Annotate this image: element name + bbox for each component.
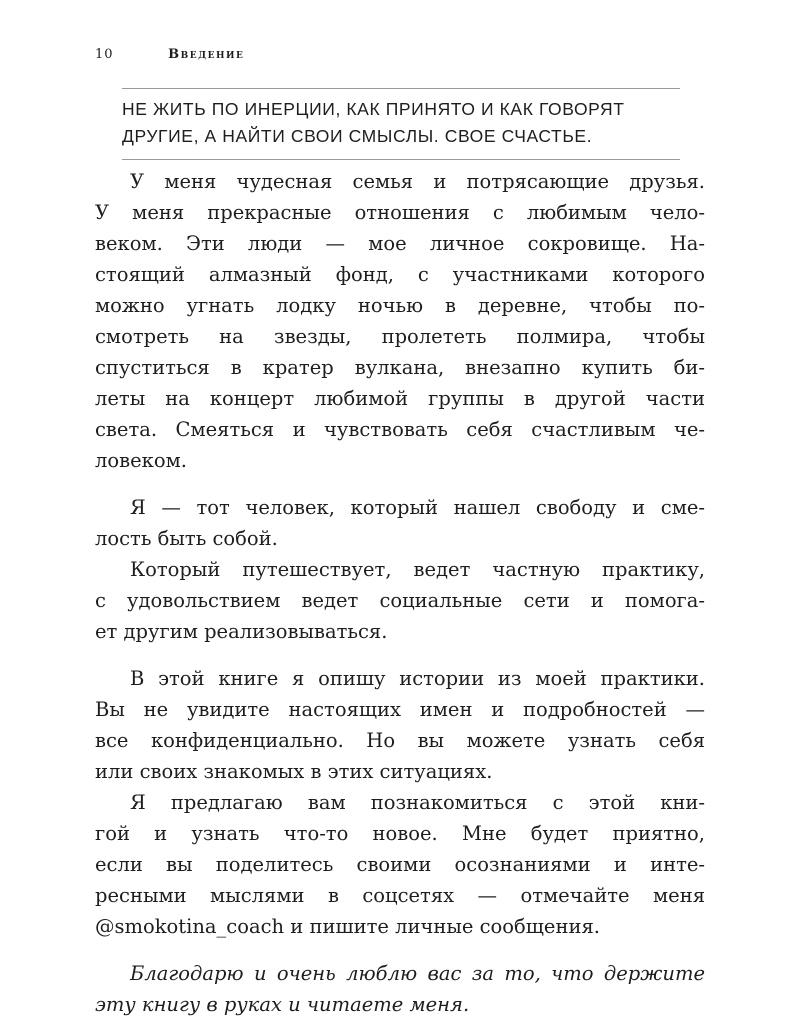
text-line: Вы не увидите настоящих имен и подробностей — [95, 698, 705, 721]
text-line: Я предлагаю вам познакомиться с этой кни- [130, 791, 705, 814]
text-line: можно угнать лодку ночью в деревне, чтобы по- [95, 294, 705, 317]
epigraph-line: ДРУГИЕ, А НАЙТИ СВОИ СМЫСЛЫ. СВОЕ СЧАСТЬЕ. [122, 126, 593, 146]
text-line: стоящий алмазный фонд, с участниками которого [95, 263, 705, 286]
text-line: веком. Эти люди — мое личное сокровище. На- [95, 232, 705, 255]
text-line: ловеком. [95, 449, 187, 472]
text-line: эту книгу в руках и читаете меня. [95, 993, 470, 1016]
text-line: Который путешествует, ведет частную практику, [130, 558, 705, 581]
epigraph-line: НЕ ЖИТЬ ПО ИНЕРЦИИ, КАК ПРИНЯТО И КАК ГОВОРЯТ [122, 99, 625, 119]
paragraph [95, 492, 705, 554]
text-line: ет другим реализовываться. [95, 620, 388, 643]
text-line: В этой книге я опишу истории из моей практики. [130, 667, 705, 690]
paragraph [95, 554, 705, 647]
chapter-title: Введение [168, 47, 245, 62]
paragraph-gap [95, 476, 705, 492]
page-number: 10 [95, 47, 114, 62]
text-line: смотреть на звезды, пролететь полмира, чтобы [95, 325, 705, 348]
paragraph-gap [95, 647, 705, 663]
text-line: Я — тот человек, который нашел свободу и сме- [130, 496, 705, 519]
text-line: У меня чудесная семья и потрясающие друзья. [130, 170, 705, 193]
body-text [95, 166, 705, 1020]
epigraph [122, 88, 680, 160]
text-line: света. Смеяться и чувствовать себя счастливым че- [95, 418, 705, 441]
text-line: спуститься в кратер вулкана, внезапно купить би- [95, 356, 705, 379]
paragraph [95, 787, 705, 942]
text-line: или своих знакомых в этих ситуациях. [95, 760, 493, 783]
running-head [95, 47, 244, 62]
text-line: У меня прекрасные отношения с любимым чело- [95, 201, 705, 224]
paragraph [95, 663, 705, 787]
paragraph-gap [95, 942, 705, 958]
text-line: все конфиденциально. Но вы можете узнать себя [95, 729, 705, 752]
text-line: если вы поделитесь своими осознаниями и инте- [95, 853, 705, 876]
text-line: Благодарю и очень люблю вас за то, что держите [130, 962, 705, 985]
text-line: ресными мыслями в соцсетях — отмечайте меня [95, 884, 705, 907]
paragraph [95, 166, 705, 476]
closing-paragraph [95, 958, 705, 1020]
text-line: @smokotina_coach и пишите личные сообщения. [95, 915, 600, 938]
text-line: леты на концерт любимой группы в другой части [95, 387, 705, 410]
text-line: лость быть собой. [95, 527, 278, 550]
text-line: с удовольствием ведет социальные сети и помога- [95, 589, 705, 612]
text-line: гой и узнать что-то новое. Мне будет приятно, [95, 822, 705, 845]
